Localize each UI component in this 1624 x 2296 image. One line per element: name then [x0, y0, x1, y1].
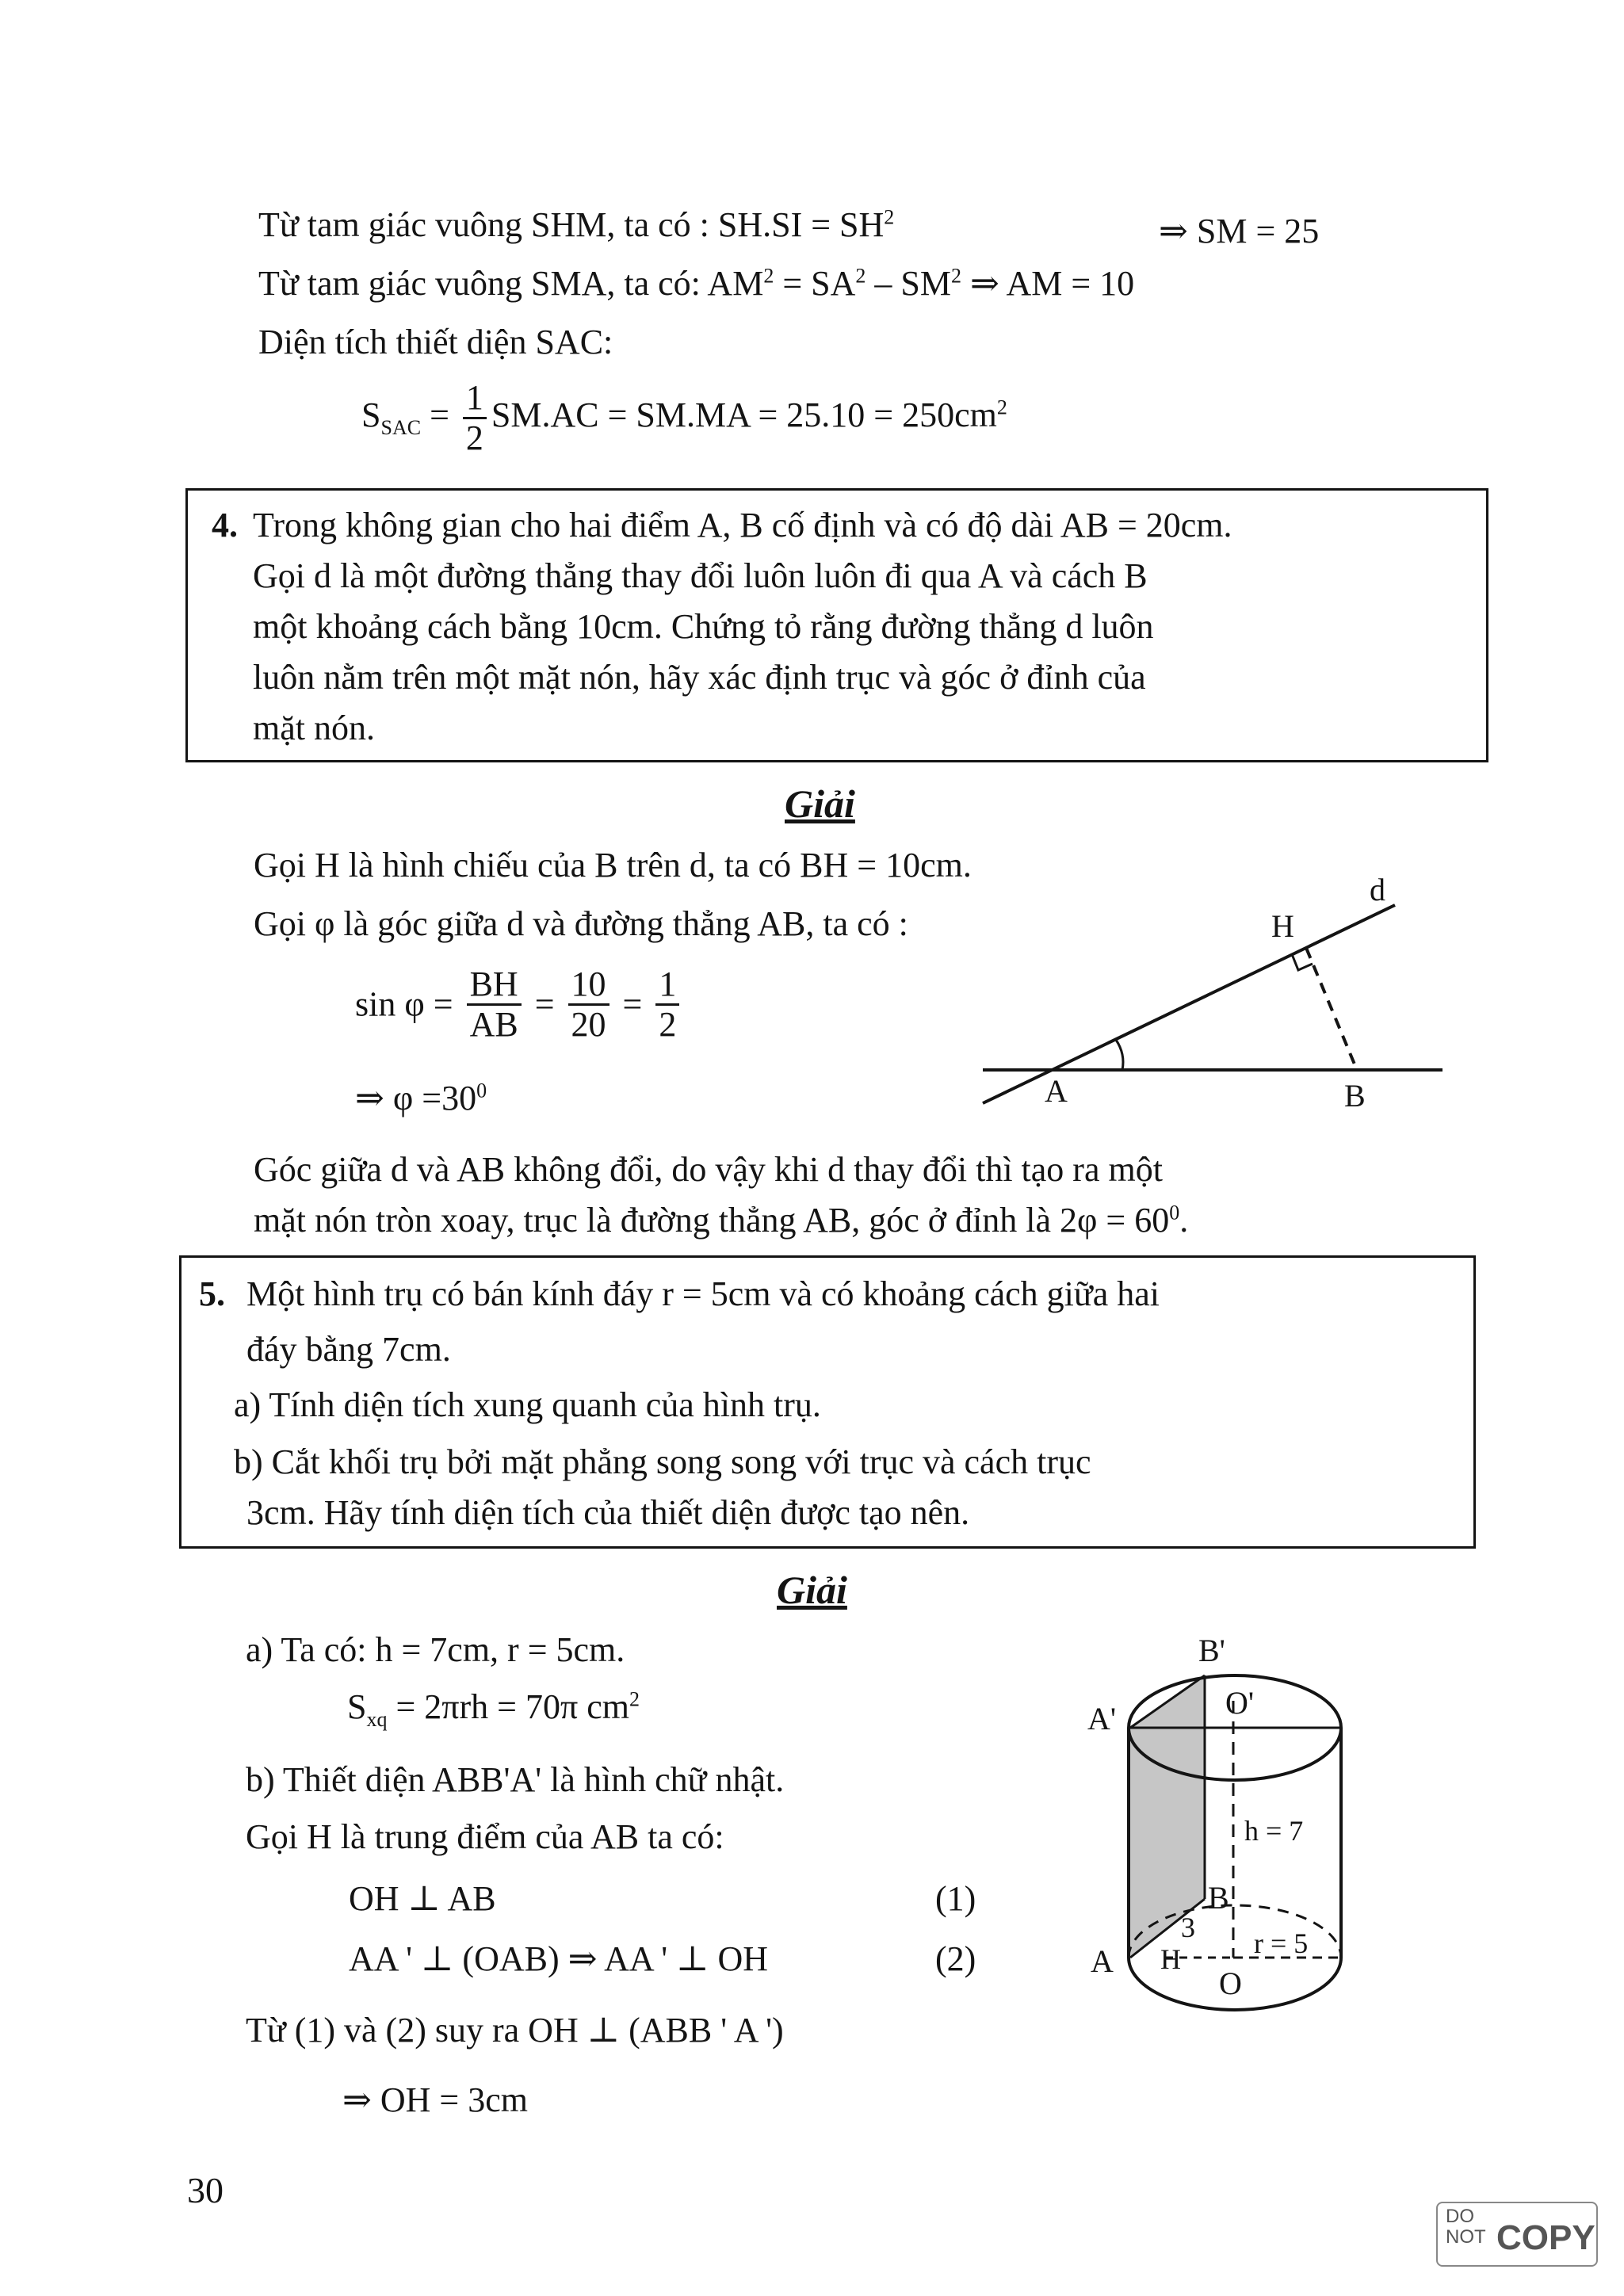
top-line-1-result: ⇒ SM = 25 — [1159, 212, 1320, 250]
top-line-3: Diện tích thiết diện SAC: — [258, 323, 613, 361]
problem-4-line-3: một khoảng cách bằng 10cm. Chứng tỏ rằng đường thẳng d luôn — [253, 607, 1154, 646]
sup: 0 — [476, 1079, 487, 1102]
denominator: AB — [469, 1005, 518, 1045]
label-a-prime: A' — [1087, 1701, 1117, 1736]
problem-4-line-2: Gọi d là một đường thẳng thay đổi luôn luôn đi qua A và cách B — [253, 556, 1148, 595]
solution-5-b1: b) Thiết diện ABB'A' là hình chữ nhật. — [246, 1760, 785, 1799]
label-h7: h = 7 — [1244, 1815, 1304, 1847]
sub: SAC — [380, 415, 422, 439]
label-b: B — [1208, 1880, 1229, 1916]
text: Từ tam giác vuông SMA, ta có: AM — [258, 264, 764, 303]
lateral-area-formula — [347, 1687, 640, 1729]
problem-5-line-2: đáy bằng 7cm. — [246, 1330, 451, 1369]
text: S — [347, 1687, 367, 1726]
sup: 2 — [855, 264, 866, 288]
denominator: 2 — [465, 418, 483, 458]
solution-5-b3-tag: (1) — [935, 1879, 976, 1918]
numerator: 1 — [463, 379, 487, 419]
label-r5: r = 5 — [1254, 1927, 1309, 1959]
label-h: H — [1271, 908, 1294, 944]
page-number: 30 — [187, 2170, 224, 2210]
text: SM.AC = SM.MA = 25.10 = 250cm — [491, 395, 997, 434]
numerator: 10 — [568, 965, 609, 1006]
text: Từ tam giác vuông SHM, ta có : SH.SI = SH — [258, 205, 885, 244]
problem-4-box — [185, 488, 1488, 762]
problem-5-number: 5. — [199, 1274, 225, 1313]
solution-4-line-5: Góc giữa d và AB không đổi, do vậy khi d thay đổi thì tạo ra một — [254, 1150, 1163, 1189]
text: – SM — [865, 264, 951, 303]
sup: 2 — [884, 205, 895, 229]
solution-5-b4-tag: (2) — [935, 1939, 976, 1978]
solution-4-line-1: Gọi H là hình chiếu của B trên d, ta có BH = 10cm. — [254, 846, 972, 884]
area-formula — [361, 379, 1007, 458]
text: sin φ = — [355, 984, 453, 1024]
cylinder-figure — [1078, 1633, 1411, 2013]
fraction-half — [463, 379, 487, 458]
problem-5-line-1: Một hình trụ có bán kính đáy r = 5cm và có khoảng cách giữa hai — [246, 1274, 1160, 1313]
text: mặt nón tròn xoay, trục là đường thẳng AB, góc ở đỉnh là 2φ = 60 — [254, 1201, 1170, 1240]
fraction-1-2 — [655, 965, 679, 1045]
segment-bh — [1306, 948, 1357, 1070]
label-3: 3 — [1181, 1912, 1195, 1943]
fraction-10-20 — [568, 965, 609, 1045]
solution-5-a1: a) Ta có: h = 7cm, r = 5cm. — [246, 1630, 625, 1669]
text: . — [1179, 1201, 1189, 1240]
sup: 2 — [951, 264, 961, 288]
solution-4-heading: Giải — [785, 781, 855, 826]
solution-5-b5: Từ (1) và (2) suy ra OH ⊥ (ABB ' A ') — [246, 2011, 784, 2050]
problem-4-line-1: Trong không gian cho hai điểm A, B cố định và có độ dài AB = 20cm. — [253, 506, 1232, 544]
cone-angle-figure — [967, 872, 1458, 1133]
numerator: 1 — [655, 965, 679, 1006]
sup: 2 — [629, 1687, 640, 1711]
label-o: O — [1219, 1966, 1242, 2001]
label-b-prime: B' — [1198, 1633, 1225, 1668]
solution-5-b3: OH ⊥ AB — [349, 1879, 496, 1918]
sin-formula — [355, 965, 684, 1045]
label-o-prime: O' — [1225, 1685, 1255, 1721]
stamp-copy: COPY — [1496, 2218, 1595, 2257]
label-a: A — [1091, 1943, 1114, 1979]
text: = 2πrh = 70π cm — [387, 1687, 629, 1726]
denominator: 2 — [659, 1005, 677, 1045]
problem-5-box — [179, 1255, 1476, 1549]
do-not-copy-stamp — [1436, 2202, 1598, 2267]
solution-5-b6: ⇒ OH = 3cm — [342, 2080, 528, 2119]
problem-4-line-4: luôn nằm trên một mặt nón, hãy xác định trục và góc ở đỉnh của — [253, 658, 1146, 697]
solution-5-b2: Gọi H là trung điểm của AB ta có: — [246, 1817, 724, 1856]
label-a: A — [1045, 1073, 1068, 1109]
angle-arc — [1116, 1040, 1123, 1070]
sup: 2 — [763, 264, 774, 288]
label-h: H — [1160, 1943, 1181, 1975]
solution-5-heading: Giải — [777, 1568, 847, 1612]
problem-5-line-3: a) Tính diện tích xung quanh của hình trụ. — [234, 1385, 821, 1424]
label-b: B — [1344, 1078, 1366, 1114]
phi-result — [355, 1078, 487, 1120]
label-d: d — [1370, 872, 1385, 907]
stamp-do-not — [1446, 2206, 1486, 2248]
top-line-2 — [258, 263, 1134, 305]
denominator: 20 — [571, 1005, 606, 1045]
problem-5-line-4: b) Cắt khối trụ bởi mặt phẳng song song với trục và cách trục — [234, 1442, 1091, 1481]
solution-5-b4: AA ' ⊥ (OAB) ⇒ AA ' ⊥ OH — [349, 1939, 769, 1978]
fraction-bh-ab — [467, 965, 522, 1045]
stamp-line-1: DO — [1446, 2206, 1474, 2227]
sup: 0 — [1169, 1201, 1180, 1224]
problem-4-line-5: mặt nón. — [253, 709, 375, 747]
solution-4-line-2: Gọi φ là góc giữa d và đường thẳng AB, ta có : — [254, 904, 908, 943]
text: = — [622, 984, 643, 1024]
sub: xq — [366, 1707, 388, 1731]
text: = SA — [774, 264, 856, 303]
text: ⇒ φ =30 — [355, 1079, 477, 1117]
problem-4-number: 4. — [212, 506, 238, 544]
text: = — [430, 395, 449, 434]
top-line-1 — [258, 204, 894, 246]
numerator: BH — [467, 965, 522, 1006]
text: S — [361, 395, 381, 434]
problem-5-line-5: 3cm. Hãy tính diện tích của thiết diện được tạo nên. — [246, 1493, 970, 1532]
text: = — [534, 984, 555, 1024]
stamp-line-2: NOT — [1446, 2226, 1486, 2248]
solution-4-line-6 — [254, 1200, 1188, 1242]
text: ⇒ AM = 10 — [961, 264, 1135, 303]
sup: 2 — [996, 395, 1007, 419]
